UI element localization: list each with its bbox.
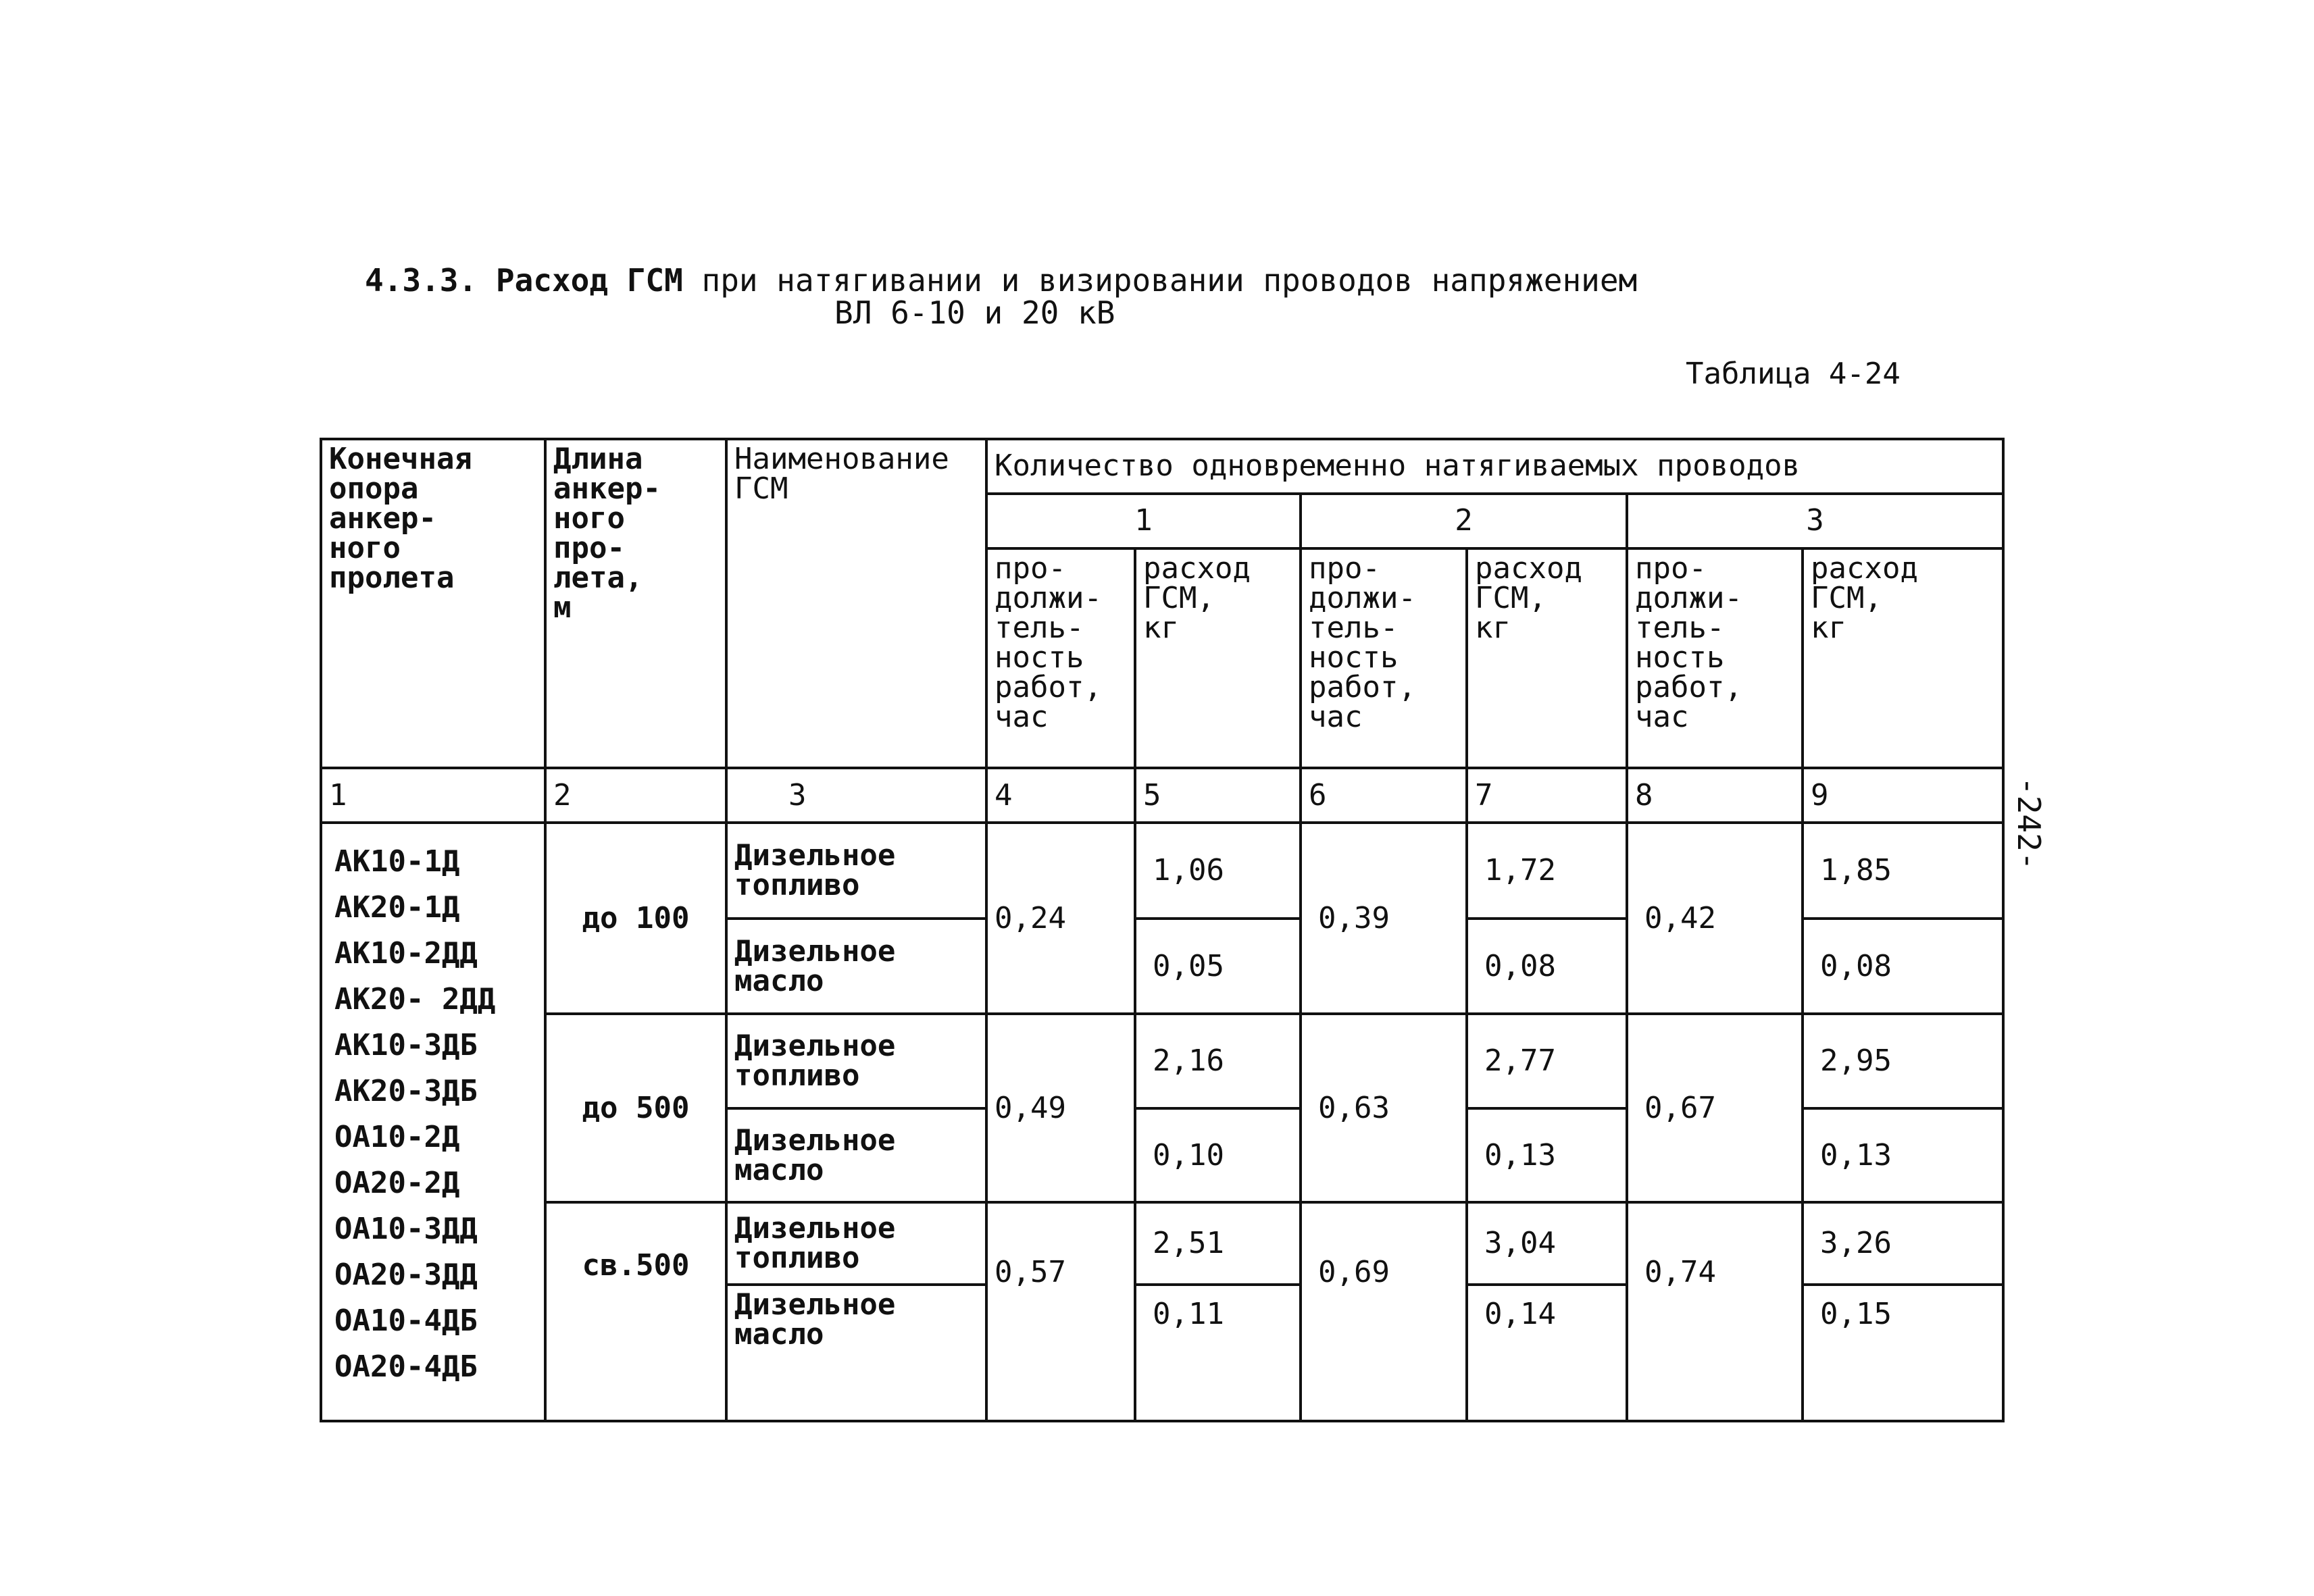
header-wires-1: 1 [986,494,1301,548]
column-number: 2 [545,768,726,823]
header-wires-3: 3 [1627,494,2003,548]
duration-value: 0,63 [1301,1014,1467,1202]
header-fuel-name: Наименование ГСМ [726,439,986,768]
support-types-list [321,823,545,1421]
support-type: АК20-3ДБ [334,1074,478,1109]
section-heading-rest: при натягивании и визировании проводов напряжением [701,262,1638,299]
fuel-consumption-table [320,438,2005,1422]
table-caption: Таблица 4-24 [1686,357,1901,391]
header-consumption: расход ГСМ, кг [1803,548,2003,769]
fuel-name: Дизельное топливо [726,1202,986,1284]
consumption-value: 0,10 [1135,1108,1301,1203]
consumption-value: 1,06 [1135,823,1301,919]
fuel-name: Дизельное топливо [726,823,986,919]
column-number: 6 [1301,768,1467,823]
header-end-support: Конечная опора анкер- ного пролета [321,439,545,768]
column-number-row [321,768,2003,823]
duration-value: 0,67 [1627,1014,1803,1202]
column-number: 4 [986,768,1135,823]
support-type: АК10-3ДБ [334,1028,478,1063]
column-number: 3 [726,768,986,823]
span-length: св.500 [545,1202,726,1421]
consumption-value: 3,04 [1467,1202,1627,1284]
duration-value: 0,57 [986,1202,1135,1421]
column-number: 7 [1467,768,1627,823]
consumption-value: 1,85 [1803,823,2003,919]
header-wire-quantity: Количество одновременно натягиваемых проводов [986,439,2003,494]
consumption-value: 2,95 [1803,1014,2003,1108]
consumption-value: 2,77 [1467,1014,1627,1108]
section-heading-lead: Расход ГСМ [495,262,683,299]
header-duration: про- должи- тель- ность работ, час [1627,548,1803,769]
column-number: 8 [1627,768,1803,823]
consumption-value: 1,72 [1467,823,1627,919]
support-type: ОА20-4ДБ [334,1349,478,1385]
consumption-value: 0,15 [1803,1285,2003,1421]
span-length: до 500 [545,1014,726,1202]
column-number: 1 [321,768,545,823]
fuel-name: Дизельное топливо [726,1014,986,1108]
section-heading-line2: ВЛ 6-10 и 20 кВ [834,294,1115,331]
column-number: 5 [1135,768,1301,823]
oil-name: Дизельное масло [726,919,986,1014]
support-type: ОА10-4ДБ [334,1304,478,1339]
support-type: АК10-2ДД [334,936,478,971]
duration-value: 0,49 [986,1014,1135,1202]
duration-value: 0,74 [1627,1202,1803,1421]
column-number: 9 [1803,768,2003,823]
table-row [321,823,2003,919]
support-type: ОА10-2Д [334,1120,460,1155]
consumption-value: 0,14 [1467,1285,1627,1421]
oil-name: Дизельное масло [726,1285,986,1421]
consumption-value: 2,51 [1135,1202,1301,1284]
consumption-value: 0,13 [1467,1108,1627,1203]
duration-value: 0,69 [1301,1202,1467,1421]
duration-value: 0,42 [1627,823,1803,1014]
consumption-value: 0,08 [1803,919,2003,1014]
support-type: ОА20-3ДД [334,1258,478,1293]
header-duration: про- должи- тель- ность работ, час [1301,548,1467,769]
oil-name: Дизельное масло [726,1108,986,1203]
page-number: -242- [2011,777,2047,871]
duration-value: 0,24 [986,823,1135,1014]
header-consumption: расход ГСМ, кг [1467,548,1627,769]
table-row [321,1014,2003,1108]
consumption-value: 2,16 [1135,1014,1301,1108]
consumption-value: 0,13 [1803,1108,2003,1203]
consumption-value: 0,08 [1467,919,1627,1014]
consumption-value: 3,26 [1803,1202,2003,1284]
section-heading [365,262,1638,299]
header-span-length: Длина анкер- ного про- лета, м [545,439,726,768]
header-consumption: расход ГСМ, кг [1135,548,1301,769]
consumption-value: 0,05 [1135,919,1301,1014]
support-type: АК10-1Д [334,844,460,879]
section-number: 4.3.3. [365,262,478,299]
span-length: до 100 [545,823,726,1014]
support-type: АК20-1Д [334,890,460,925]
header-duration: про- должи- тель- ность работ, час [986,548,1135,769]
header-wires-2: 2 [1301,494,1627,548]
support-type: АК20- 2ДД [334,982,496,1017]
duration-value: 0,39 [1301,823,1467,1014]
support-type: ОА10-3ДД [334,1212,478,1247]
support-type: ОА20-2Д [334,1166,460,1201]
table-row [321,1202,2003,1284]
consumption-value: 0,11 [1135,1285,1301,1421]
